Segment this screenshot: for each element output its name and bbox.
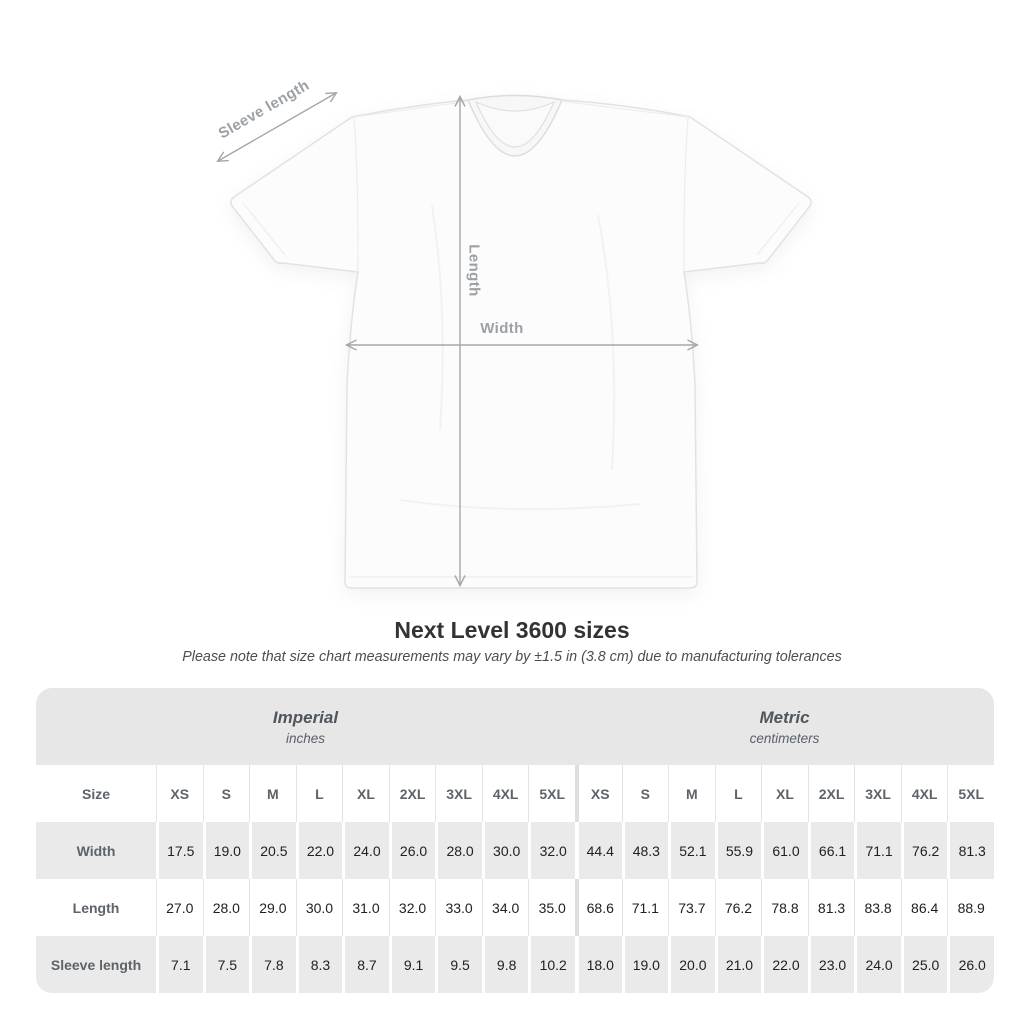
data-cell: 28.0 <box>435 822 482 879</box>
data-cell: 73.7 <box>668 879 715 936</box>
col-header-cell: M <box>668 765 715 822</box>
data-cell: 22.0 <box>761 936 808 993</box>
data-cell: 20.5 <box>249 822 296 879</box>
data-cell: 48.3 <box>622 822 669 879</box>
row-label-cell: Sleeve length <box>36 936 156 993</box>
data-cell: 83.8 <box>854 879 901 936</box>
metric-header <box>575 688 994 765</box>
page-title: Next Level 3600 sizes <box>394 617 630 643</box>
data-cell: 76.2 <box>715 879 762 936</box>
data-cell: 7.5 <box>203 936 250 993</box>
col-header-cell: XS <box>156 765 203 822</box>
size-table <box>36 688 994 993</box>
data-cell: 68.6 <box>575 879 622 936</box>
data-cell: 29.0 <box>249 879 296 936</box>
data-cell: 66.1 <box>808 822 855 879</box>
data-cell: 24.0 <box>854 936 901 993</box>
data-cell: 32.0 <box>528 822 575 879</box>
data-cell: 7.1 <box>156 936 203 993</box>
data-cell: 44.4 <box>575 822 622 879</box>
data-cell: 81.3 <box>808 879 855 936</box>
data-cell: 71.1 <box>854 822 901 879</box>
data-cell: 19.0 <box>622 936 669 993</box>
data-cell: 20.0 <box>668 936 715 993</box>
tolerance-note: Please note that size chart measurements may vary by ±1.5 in (3.8 cm) due to manufacturing tolerances <box>182 649 842 665</box>
width-label: Width <box>480 320 524 337</box>
col-header-cell: 2XL <box>808 765 855 822</box>
metric-title: Metric <box>759 707 810 727</box>
data-cell: 9.1 <box>389 936 436 993</box>
data-cell: 23.0 <box>808 936 855 993</box>
data-cell: 55.9 <box>715 822 762 879</box>
data-cell: 52.1 <box>668 822 715 879</box>
data-cell: 24.0 <box>342 822 389 879</box>
data-cell: 9.8 <box>482 936 529 993</box>
metric-unit: centimeters <box>749 730 820 746</box>
data-cell: 81.3 <box>947 822 994 879</box>
data-cell: 71.1 <box>622 879 669 936</box>
data-cell: 10.2 <box>528 936 575 993</box>
row-label-cell: Length <box>36 879 156 936</box>
row-label-cell: Width <box>36 822 156 879</box>
col-header-cell: XS <box>575 765 622 822</box>
tshirt-outline <box>231 96 811 589</box>
col-header-cell: 4XL <box>482 765 529 822</box>
data-cell: 61.0 <box>761 822 808 879</box>
col-header-cell: XL <box>342 765 389 822</box>
data-cell: 28.0 <box>203 879 250 936</box>
data-cell: 26.0 <box>389 822 436 879</box>
data-cell: 32.0 <box>389 879 436 936</box>
col-header-cell: 4XL <box>901 765 948 822</box>
data-cell: 30.0 <box>296 879 343 936</box>
imperial-title: Imperial <box>272 707 339 727</box>
data-cell: 18.0 <box>575 936 622 993</box>
data-cell: 76.2 <box>901 822 948 879</box>
data-cell: 88.9 <box>947 879 994 936</box>
unit-header-band <box>36 688 994 765</box>
data-cell: 30.0 <box>482 822 529 879</box>
data-cell: 25.0 <box>901 936 948 993</box>
data-cell: 35.0 <box>528 879 575 936</box>
col-header-cell: 5XL <box>528 765 575 822</box>
data-cell: 7.8 <box>249 936 296 993</box>
data-cell: 33.0 <box>435 879 482 936</box>
data-cell: 17.5 <box>156 822 203 879</box>
data-cell: 8.3 <box>296 936 343 993</box>
col-header-cell: 3XL <box>854 765 901 822</box>
length-label: Length <box>465 244 483 297</box>
imperial-header <box>36 688 575 765</box>
col-header-cell: S <box>203 765 250 822</box>
data-cell: 21.0 <box>715 936 762 993</box>
col-header-cell: L <box>296 765 343 822</box>
data-cell: 31.0 <box>342 879 389 936</box>
size-table-grid <box>36 765 994 993</box>
size-column-header: Size <box>36 765 156 822</box>
col-header-cell: 3XL <box>435 765 482 822</box>
col-header-cell: L <box>715 765 762 822</box>
data-cell: 86.4 <box>901 879 948 936</box>
data-cell: 22.0 <box>296 822 343 879</box>
col-header-cell: 2XL <box>389 765 436 822</box>
col-header-cell: XL <box>761 765 808 822</box>
col-header-cell: 5XL <box>947 765 994 822</box>
col-header-cell: M <box>249 765 296 822</box>
data-cell: 26.0 <box>947 936 994 993</box>
data-cell: 27.0 <box>156 879 203 936</box>
data-cell: 19.0 <box>203 822 250 879</box>
imperial-unit: inches <box>285 730 326 746</box>
data-cell: 8.7 <box>342 936 389 993</box>
data-cell: 9.5 <box>435 936 482 993</box>
data-cell: 78.8 <box>761 879 808 936</box>
sleeve-length-label: Sleeve length <box>215 76 313 143</box>
col-header-cell: S <box>622 765 669 822</box>
data-cell: 34.0 <box>482 879 529 936</box>
